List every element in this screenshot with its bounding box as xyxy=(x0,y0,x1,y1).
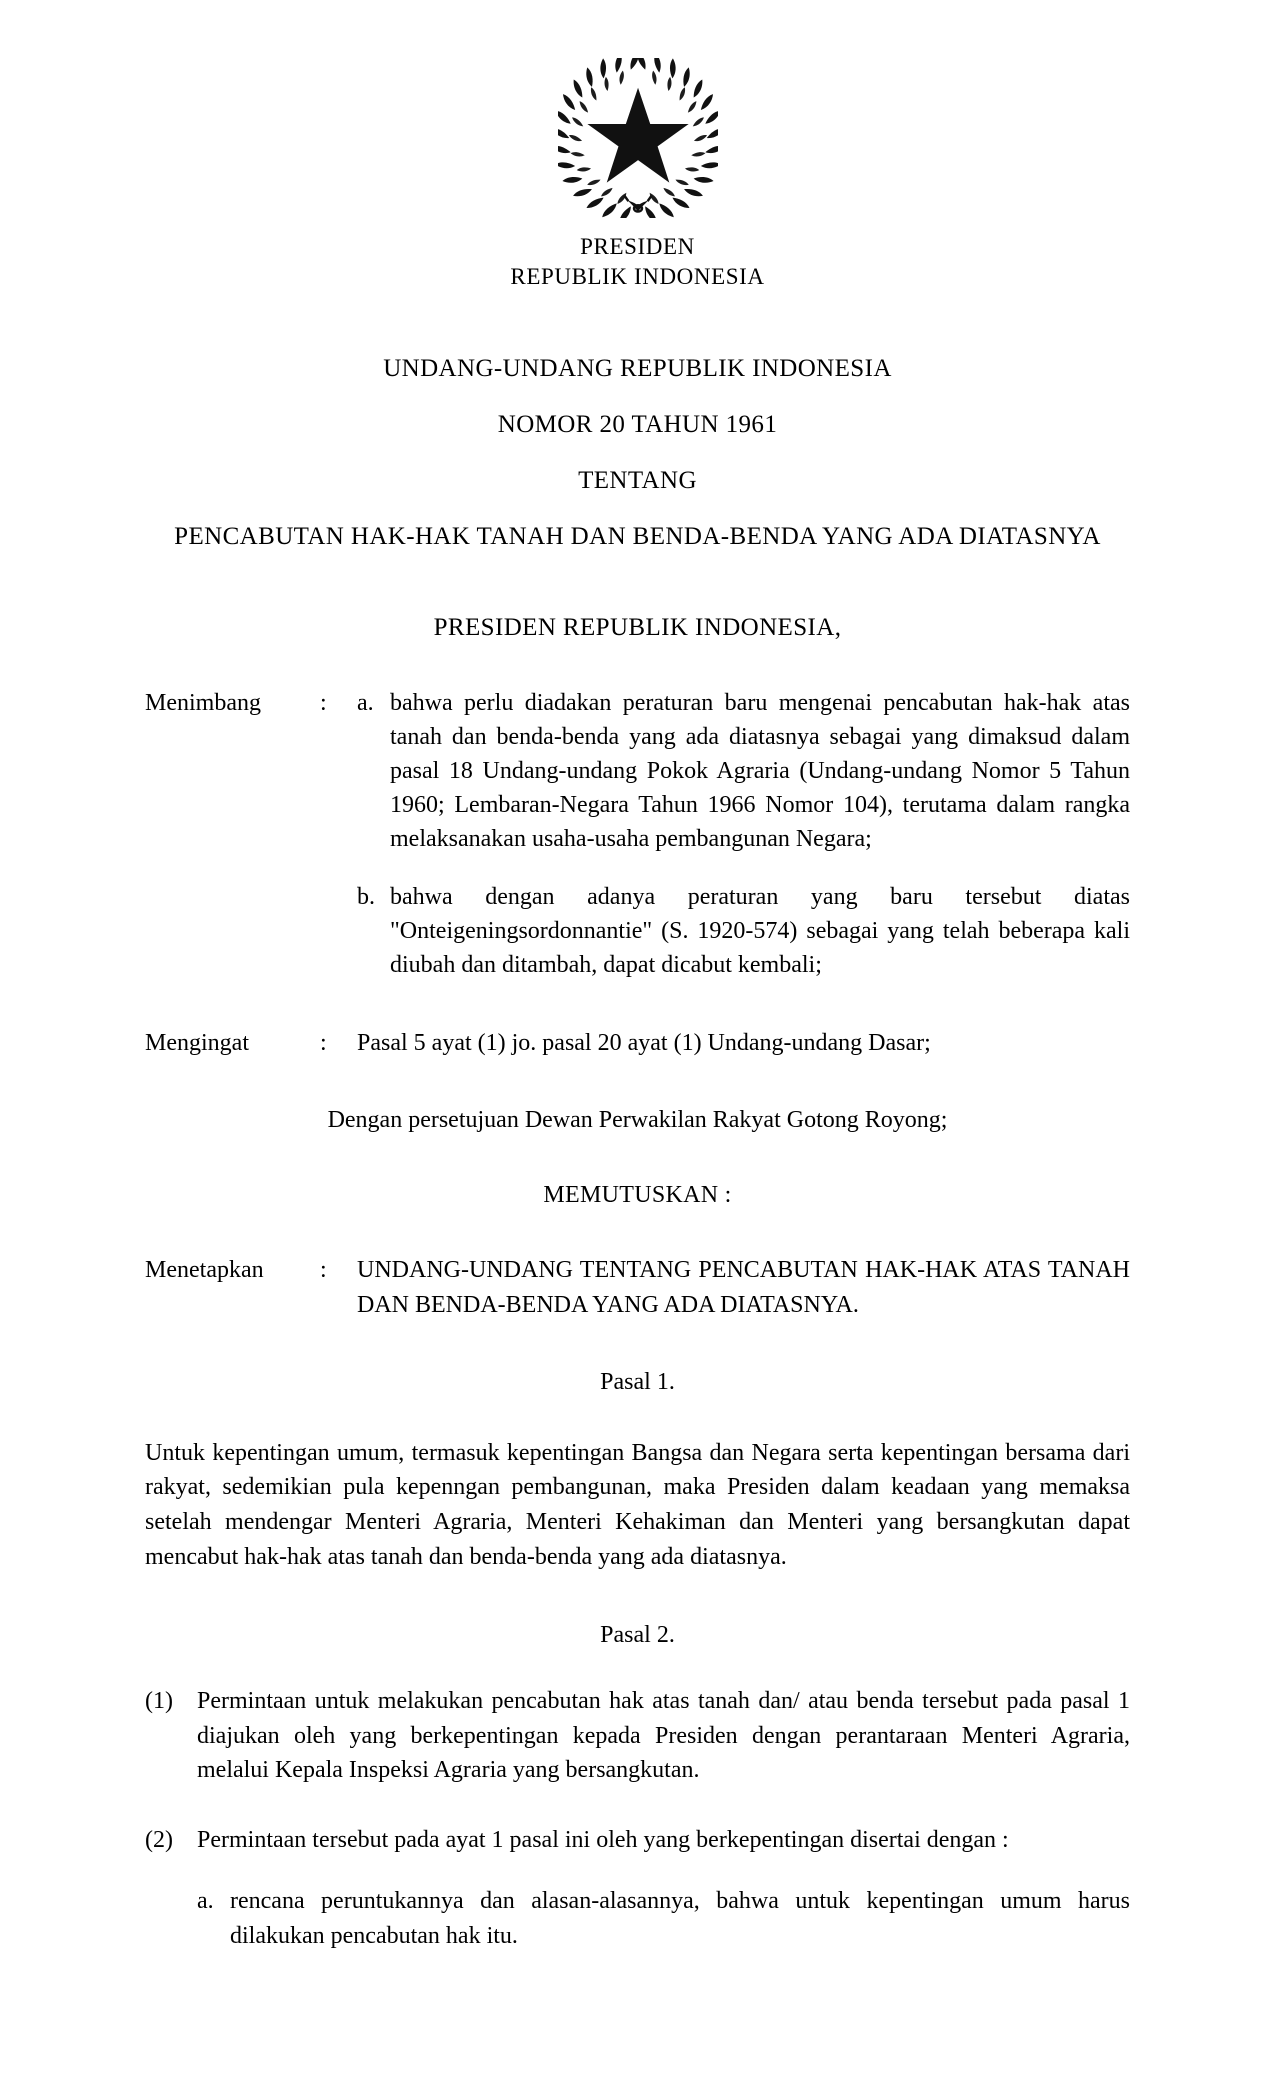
emblem-container xyxy=(145,0,1130,218)
header-republik-indonesia: REPUBLIK INDONESIA xyxy=(510,264,765,290)
menetapkan-clause xyxy=(145,1253,1130,1321)
menimbang-item-b-text: bahwa dengan adanya peraturan yang baru tersebut diatas "Onteigeningsordonnantie" (S. 1920-574) sebagai yang telah beberapa kali diubah dan ditambah, dapat dicabut kembali; xyxy=(390,884,1130,979)
pasal-2-heading: Pasal 2. xyxy=(600,1621,675,1648)
title-law-type: UNDANG-UNDANG REPUBLIK INDONESIA xyxy=(383,354,892,382)
document-title-block xyxy=(145,355,1130,551)
pasal-2-item-1-text: Permintaan untuk melakukan pencabutan hak atas tanah dan/ atau benda tersebut pada pasal 1 diajukan oleh yang berkepentingan kepada Presiden dengan perantaraan Menteri Agraria, melalui Kepala Inspeksi Agraria yang bersangkutan. xyxy=(197,1687,1130,1784)
pasal-2-item-2-marker: (2) xyxy=(145,1827,173,1854)
title-subject: PENCABUTAN HAK-HAK TANAH DAN BENDA-BENDA YANG ADA DIATASNYA xyxy=(174,522,1101,550)
mengingat-clause xyxy=(145,1026,1130,1060)
mengingat-text: Pasal 5 ayat (1) jo. pasal 20 ayat (1) Undang-undang Dasar; xyxy=(357,1030,931,1057)
pasal-2-subitem-a-text: rencana peruntukannya dan alasan-alasannya, bahwa untuk kepentingan umum harus dilakukan pencabutan hak itu. xyxy=(230,1887,1130,1949)
header-presiden: PRESIDEN xyxy=(580,234,695,259)
dpr-consent-line: Dengan persetujuan Dewan Perwakilan Rakyat Gotong Royong; xyxy=(327,1107,948,1134)
list-item xyxy=(357,686,1130,856)
menetapkan-label: Menetapkan xyxy=(145,1257,264,1284)
pasal-1-heading: Pasal 1. xyxy=(600,1368,675,1395)
list-item xyxy=(197,1884,1130,1954)
menimbang-colon: : xyxy=(320,689,327,716)
pasal-2-subitem-a-marker: a. xyxy=(197,1887,214,1914)
menimbang-clause xyxy=(145,686,1130,983)
mengingat-label: Mengingat xyxy=(145,1030,249,1057)
list-item xyxy=(357,880,1130,982)
list-item xyxy=(145,1684,1130,1788)
menimbang-item-a-text: bahwa perlu diadakan peraturan baru mengenai pencabutan hak-hak atas tanah dan benda-benda yang ada diatasnya sebagai yang dimaksud dalam pasal 18 Undang-undang Pokok Agraria (Undang-undang Nomor 5 Tahun 1960; Lembaran-Negara Tahun 1966 Nomor 104), terutama dalam rangka melaksanakan usaha-usaha pembangunan Negara; xyxy=(390,689,1130,853)
authority-line: PRESIDEN REPUBLIK INDONESIA, xyxy=(433,613,842,641)
list-item xyxy=(145,1823,1130,1858)
memutuskan-heading: MEMUTUSKAN : xyxy=(543,1182,732,1209)
menimbang-label: Menimbang xyxy=(145,689,261,716)
mengingat-colon: : xyxy=(320,1030,327,1057)
star-laurel-wreath-icon xyxy=(558,58,718,218)
pasal-1-paragraph: Untuk kepentingan umum, termasuk kepentingan Bangsa dan Negara serta kepentingan bersama dari rakyat, sedemikian pula kepenngan pembangunan, maka Presiden dalam keadaan yang memaksa setelah mendengar Menteri Agraria, Menteri Kehakiman dan Menteri yang bersangkutan dapat mencabut hak-hak atas tanah dan benda-benda yang ada diatasnya. xyxy=(145,1439,1130,1570)
title-number-year: NOMOR 20 TAHUN 1961 xyxy=(497,410,778,438)
menimbang-body xyxy=(357,686,1130,983)
menetapkan-colon: : xyxy=(320,1257,327,1284)
menimbang-item-b-marker: b. xyxy=(357,884,375,911)
menetapkan-text: UNDANG-UNDANG TENTANG PENCABUTAN HAK-HAK ATAS TANAH DAN BENDA-BENDA YANG ADA DIATASNYA. xyxy=(357,1257,1130,1318)
title-about-label: TENTANG xyxy=(578,466,697,494)
pasal-2-item-2-text: Permintaan tersebut pada ayat 1 pasal ini oleh yang berkepentingan disertai dengan : xyxy=(197,1827,1009,1854)
document-header xyxy=(145,232,1130,293)
menimbang-item-a-marker: a. xyxy=(357,689,374,716)
pasal-2-item-1-marker: (1) xyxy=(145,1687,173,1714)
